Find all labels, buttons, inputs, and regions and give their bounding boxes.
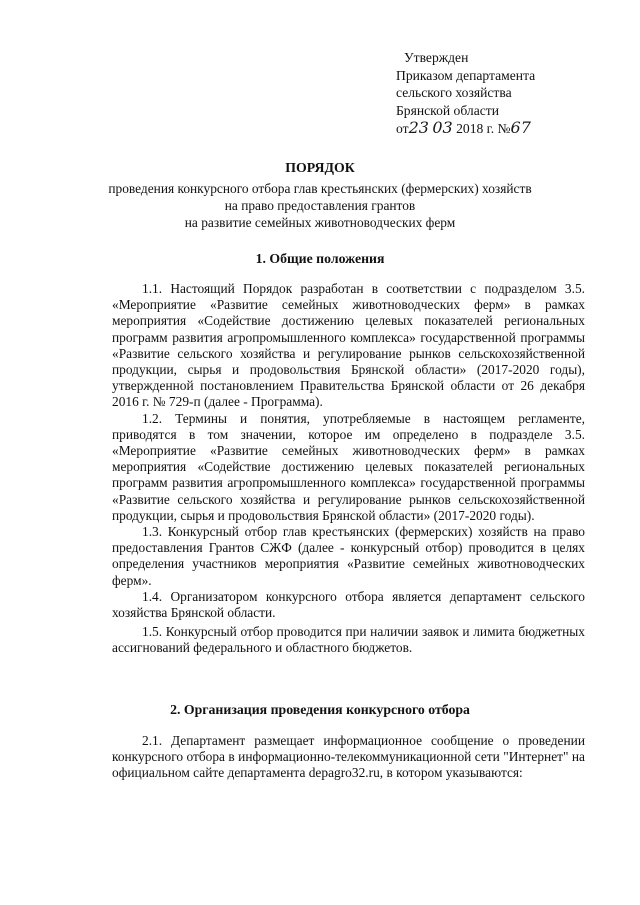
paragraph-1-3: 1.3. Конкурсный отбор глав крестьянских (фермерских) хозяйств на право предоставления Грантов СЖФ (далее - конкурсный отбор) проводится в целях определения участников мероприятия «Развитие семейных животноводческих ферм».	[112, 524, 585, 588]
section-2-heading: 2. Организация проведения конкурсного отбора	[170, 702, 470, 717]
approval-stamp	[396, 49, 596, 138]
document-subtitle-line-2: на право предоставления грантов	[224, 198, 416, 213]
number-sign: №	[497, 121, 511, 136]
approval-line-approved: Утвержден	[404, 50, 469, 65]
section-1-heading: 1. Общие положения	[255, 251, 385, 266]
paragraph-1-4: 1.4. Организатором конкурсного отбора является департамент сельского хозяйства Брянской области.	[112, 588, 585, 621]
date-year: 2018 г.	[456, 121, 495, 136]
paragraph-1-5: 1.5. Конкурсный отбор проводится при наличии заявок и лимита бюджетных ассигнований федерального и областного бюджетов.	[112, 624, 585, 656]
paragraph-1-2: 1.2. Термины и понятия, употребляемые в настоящем регламенте, приводятся в том значении, которое им определено в подразделе 3.5. «Мероприятие «Развитие семейных животноводческих ферм» в рамках мероприятия «Содействие достижению целевых показателей региональных программ развития агропромышленного комплекса» государственной программы «Развитие сельского хозяйства и регулирование рынков сельскохозяйственной продукции, сырья и продовольствия Брянской области» (2017-2020 годы).	[112, 410, 585, 523]
document-subtitle-line-1: проведения конкурсного отбора глав крестьянских (фермерских) хозяйств	[108, 181, 532, 196]
approval-line-order: Приказом департамента	[396, 67, 536, 83]
section-1-body	[112, 281, 585, 657]
section-2-body	[112, 733, 585, 782]
approval-date-line	[396, 119, 596, 138]
date-prefix: от	[396, 121, 409, 136]
paragraph-2-1: 2.1. Департамент размещает информационное сообщение о проведении конкурсного отбора в информационно-телекоммуникационной сети "Интернет" на официальном сайте департамента depagro32.ru, в котором указываются:	[112, 733, 585, 781]
handwritten-number: 67	[510, 118, 531, 137]
paragraph-1-1: 1.1. Настоящий Порядок разработан в соответствии с подразделом 3.5. «Мероприятие «Развитие семейных животноводческих ферм» в рамках мероприятия «Содействие достижению целевых показателей региональных программ развития агропромышленного комплекса» государственной программы «Развитие сельского хозяйства и регулирование рынков сельскохозяйственной продукции, сырья и продовольствия Брянской области» (2017-2020 годы), утвержденной постановлением Правительства Брянской области от 26 декабря 2016 г. № 729-п (далее - Программа).	[112, 281, 585, 410]
approval-line-department: сельского хозяйства	[396, 85, 512, 100]
document-title: ПОРЯДОК	[285, 160, 355, 175]
document-subtitle-line-3: на развитие семейных животноводческих ферм	[184, 215, 456, 230]
handwritten-month: 03	[432, 118, 453, 137]
approval-line-region: Брянской области	[396, 102, 499, 118]
handwritten-day: 23	[408, 118, 429, 137]
